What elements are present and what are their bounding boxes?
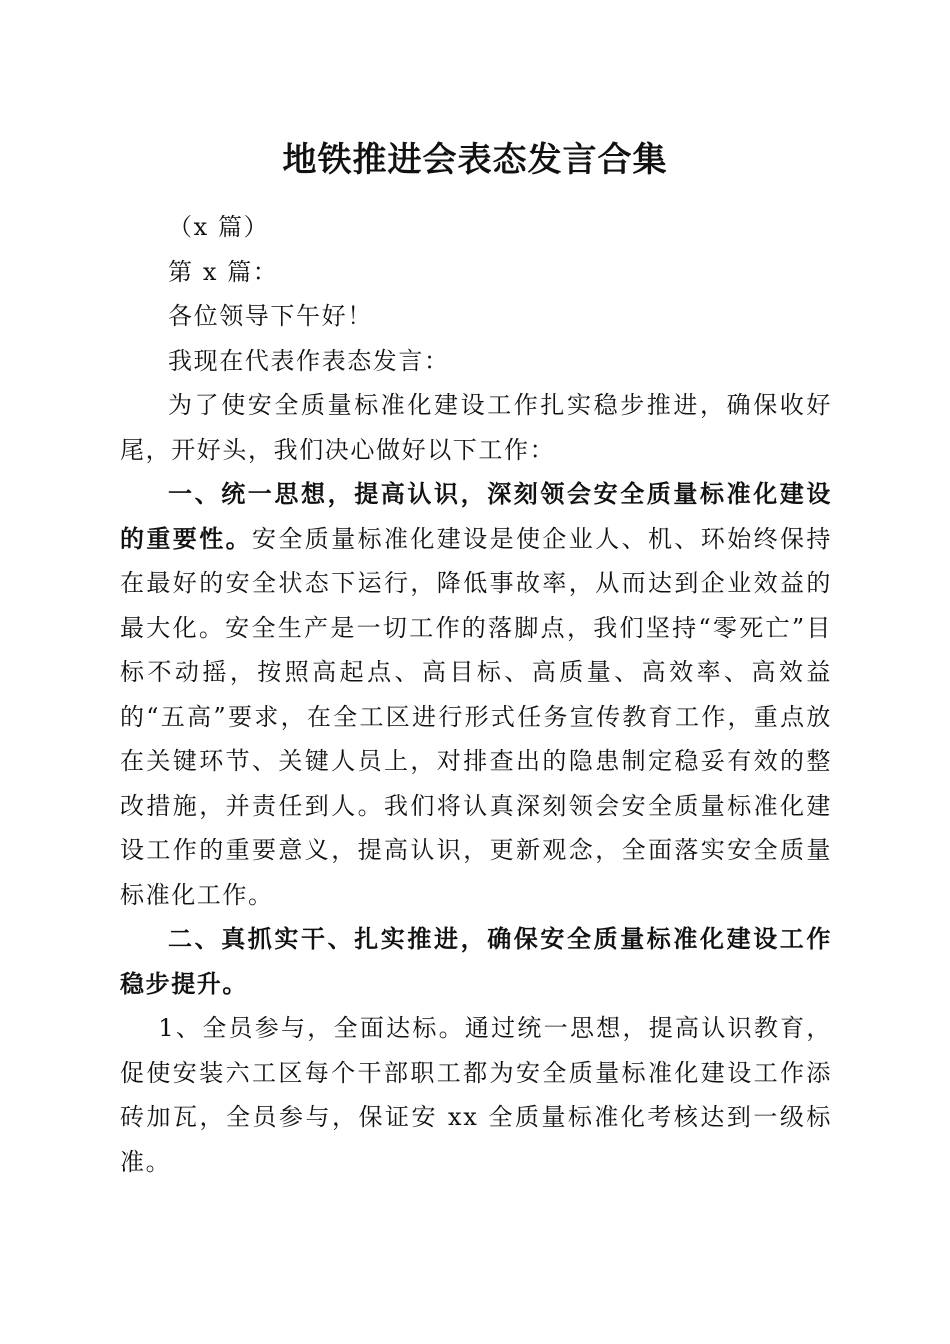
section-two-heading: 二、真抓实干、扎实推进，确保安全质量标准化建设工作稳步提升。 xyxy=(120,925,832,998)
paragraph-intro: 我现在代表作表态发言： xyxy=(168,346,450,375)
document-body xyxy=(120,205,832,1184)
document-title: 地铁推进会表态发言合集 xyxy=(282,140,668,180)
paragraph-section-one xyxy=(120,472,832,917)
section-one-heading: 一、统一思想，提高认识，深刻领会安全质量标准化建设的重要性。 xyxy=(120,480,832,553)
paragraph-purpose: 为了使安全质量标准化建设工作扎实稳步推进，确保收好尾，开好头，我们决心做好以下工作： xyxy=(120,391,832,464)
paragraph-article-count: （x 篇） xyxy=(168,213,270,241)
paragraph-greeting: 各位领导下午好！ xyxy=(168,302,373,330)
section-one-body: 安全质量标准化建设是使企业人、机、环始终保持在最好的安全状态下运行，降低事故率，从而达到企业效益的最大化。安全生产是一切工作的落脚点，我们坚持“零死亡”目标不动摇，按照高起点、高目标、高质量、高效率、高效益的“五高”要求，在全工区进行形式任务宣传教育工作，重点放在关键环节、关键人员上，对排查出的隐患制定稳妥有效的整改措施，并责任到人。我们将认真深刻领会安全质量标准化建设工作的重要意义，提高认识，更新观念，全面落实安全质量标准化工作。 xyxy=(120,524,832,909)
paragraph-item-one: 1、全员参与，全面达标。通过统一思想，提高认识教育，促使安装六工区每个干部职工都为安全质量标准化建设工作添砖加瓦，全员参与，保证安 xx 全质量标准化考核达到一级标准。 xyxy=(120,1014,832,1176)
paragraph-article-number: 第 x 篇： xyxy=(168,257,279,286)
